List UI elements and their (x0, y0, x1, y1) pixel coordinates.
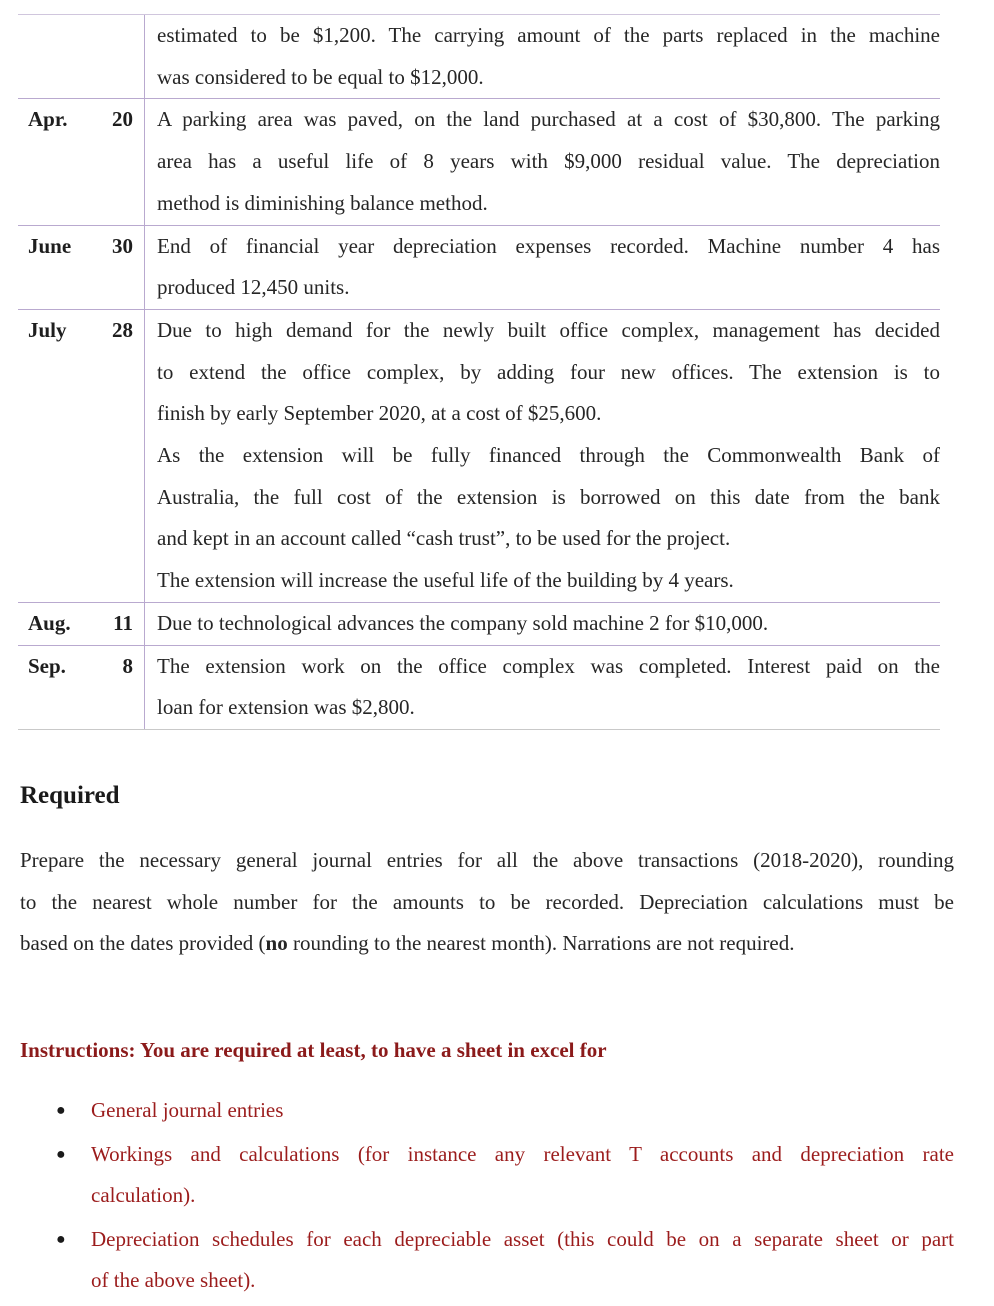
text-line: of the above sheet). (91, 1268, 256, 1292)
text-line: Due to technological advances the company sold machine 2 for $10,000. (157, 610, 769, 635)
transaction-day: 8 (122, 653, 133, 678)
transaction-description (145, 226, 940, 309)
transaction-month: Apr. (28, 107, 68, 132)
text-line: loan for extension was $2,800. (157, 695, 415, 720)
instruction-item (20, 1090, 954, 1132)
bullet-icon: ● (56, 1102, 66, 1119)
required-paragraph (20, 840, 954, 965)
text-line: A parking area was paved, on the land purchased at a cost of $30,800. The parking (157, 107, 940, 132)
transaction-month: Sep. (28, 653, 66, 678)
text-line: estimated to be $1,200. The carrying amount of the parts replaced in the machine (157, 23, 940, 47)
transaction-day: 11 (113, 610, 133, 635)
text-line: Workings and calculations (for instance any relevant T accounts and depreciation rate (91, 1141, 954, 1166)
transaction-description (145, 15, 940, 98)
transaction-day: 20 (112, 107, 133, 132)
text-line: to extend the office complex, by adding four new offices. The extension is to (157, 359, 940, 384)
required-heading: Required (20, 782, 120, 809)
transaction-date (18, 15, 145, 98)
transaction-description (145, 646, 940, 729)
transaction-description (145, 99, 940, 224)
text-line: method is diminishing balance method. (157, 190, 488, 215)
instructions-heading: Instructions: You are required at least, to have a sheet in excel for (20, 1038, 607, 1062)
transaction-row (18, 98, 940, 224)
text-line: Depreciation schedules for each depreciable asset (this could be on a separate sheet or part (91, 1226, 954, 1251)
text-line: Due to high demand for the newly built office complex, management has decided (157, 317, 940, 342)
instructions-list (20, 1090, 954, 1304)
transaction-day: 30 (112, 233, 133, 258)
instruction-item (20, 1219, 954, 1302)
transaction-date (18, 310, 145, 602)
transaction-description (145, 310, 940, 602)
transaction-month: Aug. (28, 610, 71, 635)
text-line: End of financial year depreciation expenses recorded. Machine number 4 has (157, 233, 940, 258)
text-line: As the extension will be fully financed through the Commonwealth Bank of (157, 443, 940, 468)
text-line: finish by early September 2020, at a cost of $25,600. (157, 401, 602, 426)
text-line: General journal entries (91, 1098, 284, 1122)
text-line (20, 923, 954, 965)
transaction-date (18, 99, 145, 224)
emphasis-no: no (265, 931, 288, 955)
transaction-row (18, 602, 940, 645)
transaction-date (18, 646, 145, 729)
text-line: The extension will increase the useful life of the building by 4 years. (157, 568, 734, 593)
transaction-row (18, 309, 940, 602)
bullet-icon: ● (56, 1230, 66, 1248)
text-fragment: based on the dates provided ( (20, 931, 266, 955)
text-line: Australia, the full cost of the extension is borrowed on this date from the bank (157, 484, 940, 509)
transaction-date (18, 226, 145, 309)
transaction-month: June (28, 233, 72, 258)
transaction-month: July (28, 317, 67, 342)
text-line: calculation). (91, 1183, 196, 1207)
text-line: area has a useful life of 8 years with $9,000 residual value. The depreciation (157, 149, 940, 174)
transaction-description (145, 603, 940, 645)
text-line: to the nearest whole number for the amounts to be recorded. Depreciation calculations must be (20, 889, 954, 914)
text-line: Prepare the necessary general journal entries for all the above transactions (2018-2020), rounding (20, 848, 954, 872)
transaction-day: 28 (112, 317, 133, 342)
text-line: and kept in an account called “cash trust”, to be used for the project. (157, 526, 731, 551)
text-fragment: rounding to the nearest month). Narrations are not required. (287, 931, 795, 955)
text-line: The extension work on the office complex was completed. Interest paid on the (157, 653, 940, 678)
transaction-row (18, 14, 940, 98)
instruction-item (20, 1134, 954, 1217)
text-line: was considered to be equal to $12,000. (157, 64, 484, 89)
transactions-table (18, 14, 940, 730)
transaction-row (18, 225, 940, 309)
text-line: produced 12,450 units. (157, 275, 350, 300)
transaction-row (18, 645, 940, 730)
bullet-icon: ● (56, 1145, 66, 1163)
transaction-date (18, 603, 145, 645)
